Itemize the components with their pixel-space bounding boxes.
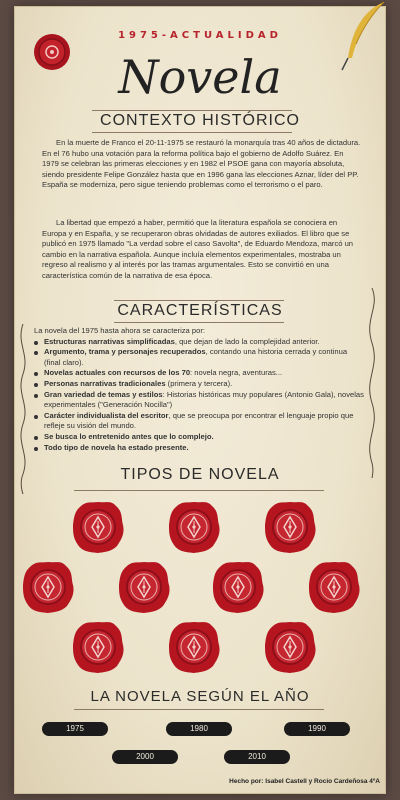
caracteristicas-list: [34, 326, 364, 453]
credits: Hecho por: Isabel Castell y Rocío Cardeñosa 4ºA: [229, 778, 380, 785]
list-item: Personas narrativas tradicionales (primera y tercera).: [34, 379, 364, 390]
list-item: Gran variedad de temas y estilos: Historias históricas muy populares (Antonio Gala), novelas experimentales ("Generación Nocilla"): [34, 390, 364, 411]
divider: [114, 300, 284, 301]
section-heading-tipos: TIPOS DE NOVELA: [120, 466, 280, 483]
contexto-paragraph-1: En la muerte de Franco el 20-11-1975 se restauró la monarquía tras 40 años de dictadura. En el 76 hubo una votación para la reforma política bajo el gobierno de Adolfo Suárez. En 1979 se celebran las primeras elecciones y en 1982 el PSOE gana con mayoría absoluta, siendo presidente Felipe González hasta que en 1996 gana las elecciones Aznar, líder del PP. España se moderniza, pero sigue teniendo problemas como el terrorismo o el paro.: [42, 138, 361, 190]
wax-seal-icon[interactable]: [307, 560, 361, 614]
list-item: Todo tipo de novela ha estado presente.: [34, 443, 364, 454]
swirl-ornament-icon: [364, 288, 380, 478]
wax-seal-icon[interactable]: [167, 500, 221, 554]
wax-seal-icon[interactable]: [71, 620, 125, 674]
divider: [114, 322, 284, 323]
wax-seal-icon[interactable]: [263, 500, 317, 554]
wax-seal-icon[interactable]: [21, 560, 75, 614]
wax-seal-icon[interactable]: [71, 500, 125, 554]
wax-seal-icon[interactable]: [117, 560, 171, 614]
divider: [74, 709, 324, 710]
caracteristicas-intro: La novela del 1975 hasta ahora se caracteriza por:: [34, 326, 205, 335]
year-pill-1990[interactable]: 1990: [284, 722, 350, 736]
year-pill-2000[interactable]: 2000: [112, 750, 178, 764]
list-item: Carácter individualista del escritor, que se preocupa por encontrar el lenguaje propio que refleje su visión del mundo.: [34, 411, 364, 432]
divider: [92, 110, 292, 111]
page-title: Novela: [118, 50, 282, 104]
list-item: Argumento, trama y personajes recuperados, contando una historia cerrada y continua (final claro).: [34, 347, 364, 368]
list-item: Novelas actuales con recursos de los 70: novela negra, aventuras...: [34, 368, 364, 379]
wax-seal-icon[interactable]: [167, 620, 221, 674]
year-pill-2010[interactable]: 2010: [224, 750, 290, 764]
year-pill-1975[interactable]: 1975: [42, 722, 108, 736]
list-item: Estructuras narrativas simplificadas, que dejan de lado la complejidad anterior.: [34, 337, 364, 348]
year-pill-1980[interactable]: 1980: [166, 722, 232, 736]
period-label: 1975-ACTUALIDAD: [118, 30, 282, 41]
wax-seal-icon[interactable]: [263, 620, 317, 674]
parchment-page: [14, 6, 386, 794]
list-item: Se busca lo entretenido antes que lo complejo.: [34, 432, 364, 443]
contexto-paragraph-2: La libertad que empezó a haber, permitió que la literatura española se conociera en Europa y en España, y se recuperaron obras olvidadas de autores exiliados. El libro que se publicó en 1975 llamado "La verdad sobre el caso Savolta", de Eduardo Mendoza, marcó un cambio en la narrativa española. Aunque incluía elementos experimentales, mostraba un regreso al realismo y al interés por las tramas argumentales. Esto se convirtió en una característica común de la narrativa de esa época.: [42, 218, 354, 280]
section-heading-anio: LA NOVELA SEGÚN EL AÑO: [90, 688, 310, 705]
divider: [74, 490, 324, 491]
divider: [92, 132, 292, 133]
section-heading-caracteristicas: CARACTERÍSTICAS: [117, 302, 283, 319]
wax-seal-icon[interactable]: [211, 560, 265, 614]
section-heading-contexto: CONTEXTO HISTÓRICO: [100, 112, 300, 129]
